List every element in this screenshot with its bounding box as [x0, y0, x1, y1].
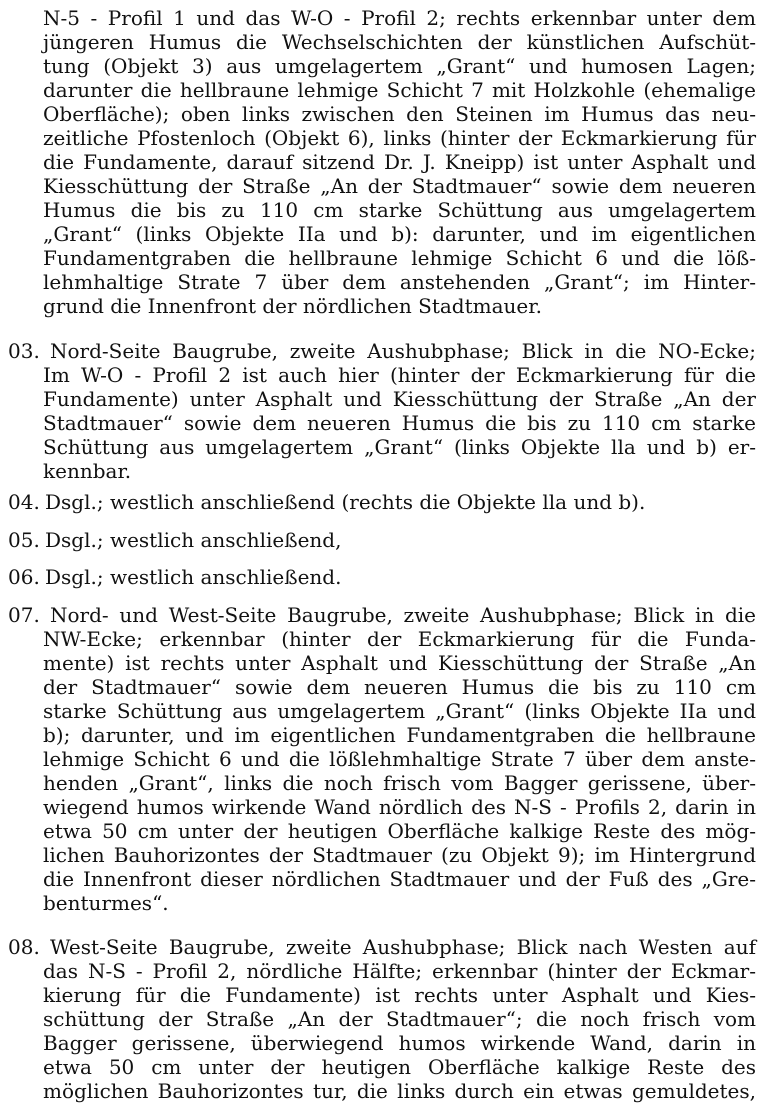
- text-line: mente) ist rechts unter Asphalt und Kiesschüttung der Straße „An: [43, 651, 756, 675]
- text-line: wiegend humos wirkende Wand nördlich des N-S - Profils 2, darin in: [43, 795, 756, 819]
- text-line: die Innenfront dieser nördlichen Stadtmauer und der Fuß des „Gre-: [43, 867, 756, 891]
- text-line: „Grant“ (links Objekte IIa und b): darunter, und im eigentlichen: [43, 222, 756, 246]
- text-line: lehmige Schicht 6 und die lößlehmhaltige Strate 7 über dem anste-: [43, 747, 756, 771]
- text-line: jüngeren Humus die Wechselschichten der künstlichen Aufschüt-: [43, 30, 756, 54]
- text-line: die Fundamente, darauf sitzend Dr. J. Kneipp) ist unter Asphalt und: [43, 150, 756, 174]
- text-line: Nord-Seite Baugrube, zweite Aushubphase; Blick in die NO-Ecke;: [50, 339, 756, 363]
- text-line: N-5 - Profil 1 und das W-O - Profil 2; rechts erkennbar unter dem: [43, 6, 756, 30]
- text-line: starke Schüttung aus umgelagertem „Grant“ (links Objekte IIa und: [43, 699, 756, 723]
- text-line: grund die Innenfront der nördlichen Stadtmauer.: [43, 294, 542, 318]
- text-line: henden „Grant“, links die noch frisch vom Bagger gerissene, über-: [43, 771, 756, 795]
- text-line: möglichen Bauhorizontes tur, die links durch ein etwas gemuldetes,: [43, 1079, 756, 1103]
- paragraph-number: 03.: [8, 339, 40, 363]
- text-line: schüttung der Straße „An der Stadtmauer“; die noch frisch vom: [43, 1007, 756, 1031]
- text-line: Schüttung aus umgelagertem „Grant“ (links Objekte lla und b) er-: [43, 435, 756, 459]
- paragraph-number: 04.: [8, 490, 40, 514]
- text-line: lichen Bauhorizontes der Stadtmauer (zu Objekt 9); im Hintergrund: [43, 843, 756, 867]
- text-line: lehmhaltige Strate 7 über dem anstehenden „Grant“; im Hinter-: [43, 270, 756, 294]
- text-line: das N-S - Profil 2, nördliche Hälfte; erkennbar (hinter der Eckmar-: [43, 959, 756, 983]
- text-line: Dsgl.; westlich anschließend,: [45, 528, 342, 552]
- text-line: Stadtmauer“ sowie dem neueren Humus die bis zu 110 cm starke: [43, 411, 756, 435]
- paragraph-number: 07.: [8, 603, 40, 627]
- text-line: West-Seite Baugrube, zweite Aushubphase; Blick nach Westen auf: [50, 935, 756, 959]
- paragraph-number: 06.: [8, 565, 40, 589]
- text-line: Dsgl.; westlich anschließend.: [45, 565, 342, 589]
- text-line: tung (Objekt 3) aus umgelagertem „Grant“ und humosen Lagen;: [43, 54, 756, 78]
- text-line: benturmes“.: [43, 891, 169, 915]
- text-line: Humus die bis zu 110 cm starke Schüttung aus umgelagertem: [43, 198, 756, 222]
- text-line: kennbar.: [43, 459, 132, 483]
- text-line: Fundamente) unter Asphalt und Kiesschüttung der Straße „An der: [43, 387, 756, 411]
- text-line: b); darunter, und im eigentlichen Fundamentgraben die hellbraune: [43, 723, 756, 747]
- text-line: etwa 50 cm unter der heutigen Oberfläche kalkige Reste des: [43, 1055, 756, 1079]
- text-line: zeitliche Pfostenloch (Objekt 6), links (hinter der Eckmarkierung für: [43, 126, 756, 150]
- text-line: NW-Ecke; erkennbar (hinter der Eckmarkierung für die Funda-: [43, 627, 756, 651]
- text-line: Nord- und West-Seite Baugrube, zweite Aushubphase; Blick in die: [50, 603, 756, 627]
- text-line: etwa 50 cm unter der heutigen Oberfläche kalkige Reste des mög-: [43, 819, 756, 843]
- text-line: Im W-O - Profil 2 ist auch hier (hinter der Eckmarkierung für die: [43, 363, 756, 387]
- text-line: Dsgl.; westlich anschließend (rechts die Objekte lla und b).: [45, 490, 646, 514]
- text-line: Bagger gerissene, überwiegend humos wirkende Wand, darin in: [43, 1031, 756, 1055]
- text-line: kierung für die Fundamente) ist rechts unter Asphalt und Kies-: [43, 983, 756, 1007]
- text-line: Fundamentgraben die hellbraune lehmige Schicht 6 und die löß-: [43, 246, 756, 270]
- text-line: darunter die hellbraune lehmige Schicht 7 mit Holzkohle (ehemalige: [43, 78, 756, 102]
- text-line: Oberfläche); oben links zwischen den Steinen im Humus das neu-: [43, 102, 756, 126]
- text-line: Kiesschüttung der Straße „An der Stadtmauer“ sowie dem neueren: [43, 174, 756, 198]
- text-line: der Stadtmauer“ sowie dem neueren Humus die bis zu 110 cm: [43, 675, 756, 699]
- paragraph-number: 05.: [8, 528, 40, 552]
- paragraph-number: 08.: [8, 935, 40, 959]
